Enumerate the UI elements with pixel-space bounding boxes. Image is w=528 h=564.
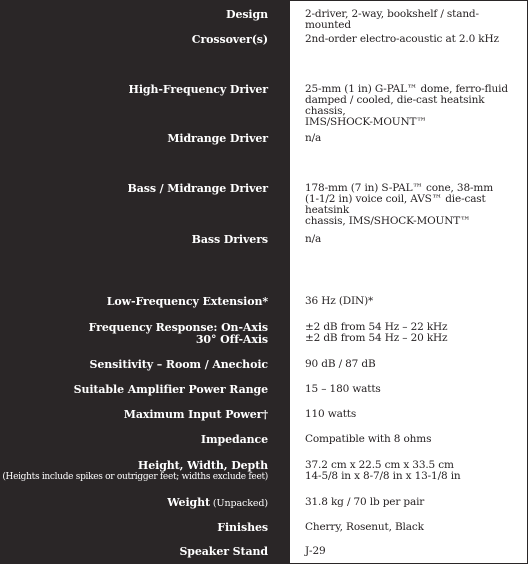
spec-label [0, 322, 268, 345]
spec-label: Low-Frequency Extension* [106, 295, 268, 308]
spec-label-note: (Heights include spikes or outrigger feet; widths exclude feet) [2, 471, 268, 482]
spec-value: 2nd-order electro-acoustic at 2.0 kHz [305, 33, 499, 45]
spec-value: 37.2 cm x 22.5 cm x 33.5 cm 14-5/8 in x 8-7/8 in x 13-1/8 in [305, 459, 461, 482]
spec-label [0, 460, 268, 483]
spec-value: 25-mm (1 in) G-PAL™ dome, ferro-fluid damped / cooled, die-cast heatsink chassis, IMS/SHOCK-MOUNT™ [305, 83, 508, 128]
spec-label: Sensitivity – Room / Anechoic [89, 358, 268, 371]
spec-label-line1: Frequency Response: On-Axis [88, 321, 268, 334]
spec-value: n/a [305, 132, 322, 144]
spec-label: Crossover(s) [191, 33, 268, 46]
spec-value: Cherry, Rosenut, Black [305, 521, 424, 533]
spec-value: n/a [305, 233, 322, 245]
spec-value: 31.8 kg / 70 lb per pair [305, 496, 425, 508]
spec-label [0, 497, 268, 510]
spec-label: Bass Drivers [191, 233, 268, 246]
spec-value: Compatible with 8 ohms [305, 433, 432, 445]
spec-value: 110 watts [305, 408, 357, 420]
spec-label: Impedance [200, 433, 268, 446]
spec-value: 2-driver, 2-way, bookshelf / stand-mounted [305, 8, 479, 31]
spec-label: Design [226, 8, 268, 21]
spec-value: J-29 [305, 545, 326, 557]
spec-label: Bass / Midrange Driver [127, 182, 268, 195]
spec-label-line2: 30° Off-Axis [195, 332, 268, 346]
spec-label: Midrange Driver [167, 132, 268, 145]
spec-label-suffix: (Unpacked) [210, 498, 268, 509]
spec-value: 90 dB / 87 dB [305, 358, 376, 370]
spec-value: ±2 dB from 54 Hz – 22 kHz ±2 dB from 54 Hz – 20 kHz [305, 321, 448, 344]
spec-label-line1: Height, Width, Depth [137, 459, 268, 472]
spec-label: Speaker Stand [179, 545, 268, 558]
spec-value: 15 – 180 watts [305, 383, 381, 395]
spec-label: Maximum Input Power† [123, 408, 268, 421]
spec-label: High-Frequency Driver [128, 83, 268, 96]
spec-label: Suitable Amplifier Power Range [73, 383, 268, 396]
spec-value: 36 Hz (DIN)* [305, 295, 374, 307]
spec-label-main: Weight [167, 496, 211, 509]
spec-value: 178-mm (7 in) S-PAL™ cone, 38-mm (1-1/2 in) voice coil, AVS™ die-cast heatsink chassis, IMS/SHOCK-MOUNT™ [305, 182, 494, 227]
spec-label: Finishes [217, 521, 268, 534]
